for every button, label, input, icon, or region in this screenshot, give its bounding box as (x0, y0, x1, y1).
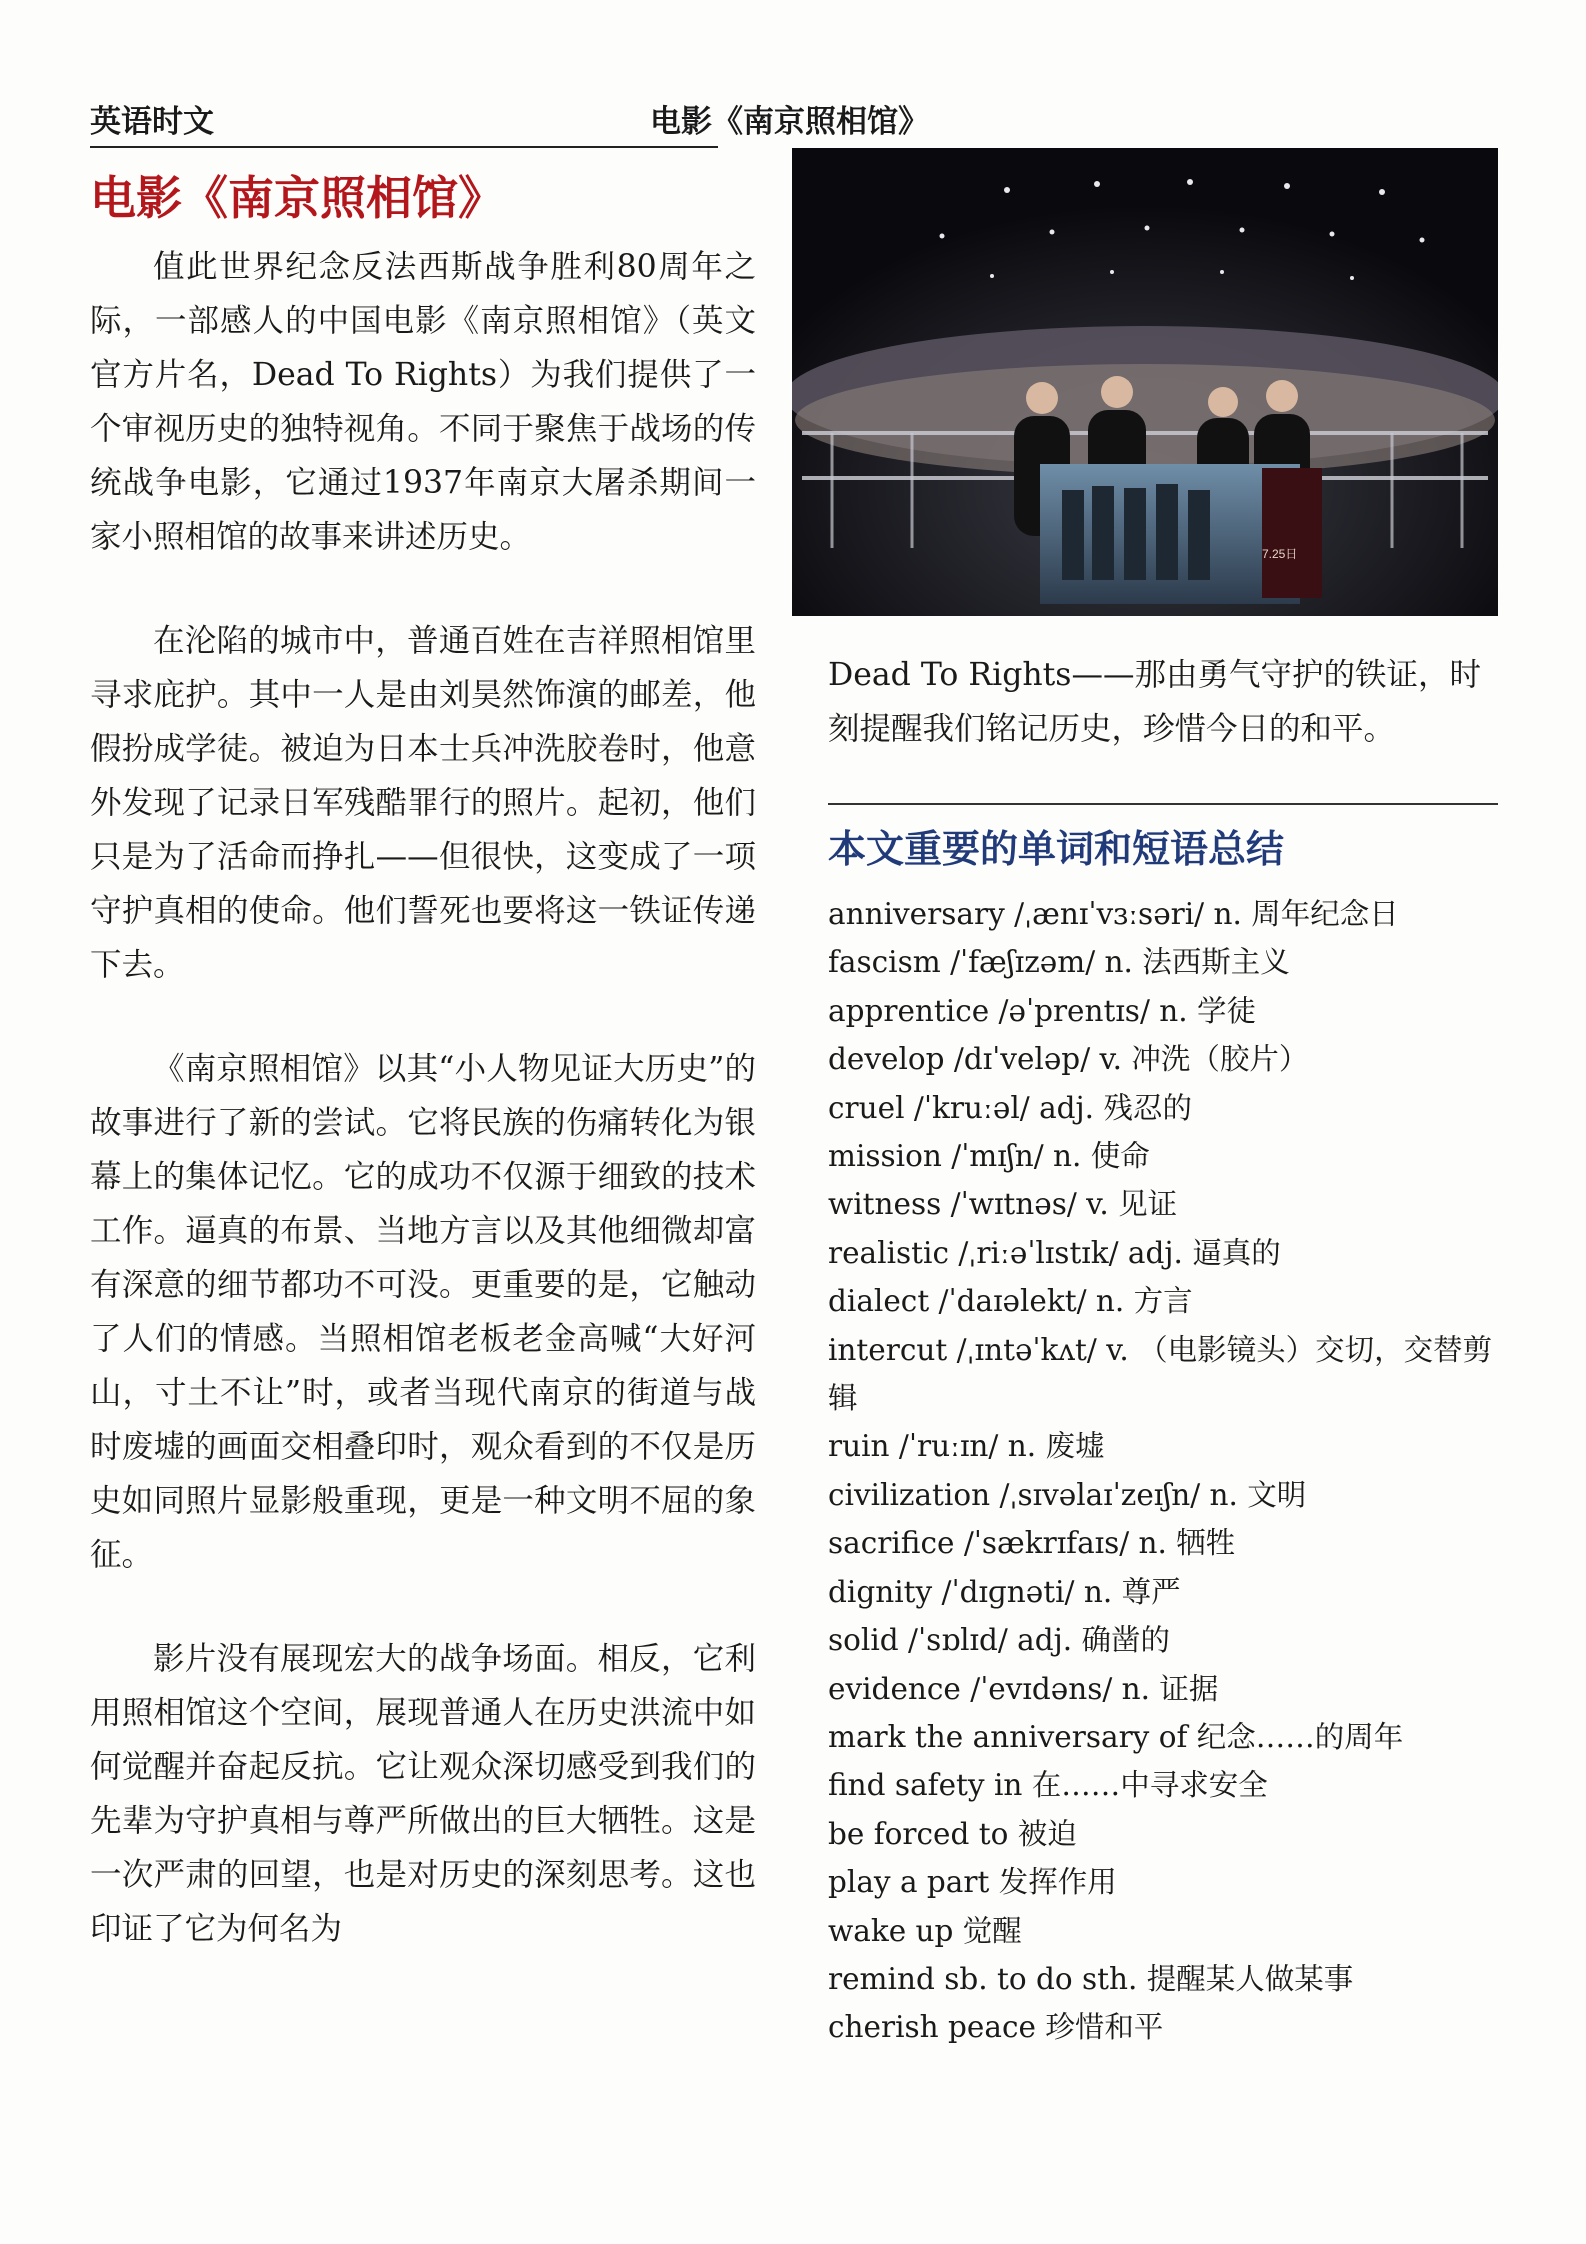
paragraph-3: 《南京照相馆》以其“小人物见证大历史”的故事进行了新的尝试。它将民族的伤痛转化为银幕上的集体记忆。它的成功不仅源于细致的技术工作。逼真的布景、当地方言以及其他细微却富有深意的细节都功不可没。更重要的是，它触动了人们的情感。当照相馆老板老金高喊“大好河山，寸土不让”时，或者当现代南京的街道与战时废墟的画面交相叠印时，观众看到的不仅是历史如同照片显影般重现，更是一种文明不屈的象征。 (90, 1051, 756, 1573)
vocab-item: evidence /ˈevɪdəns/ n. 证据 (828, 1671, 1219, 1706)
premiere-photo (792, 148, 1498, 616)
vocab-item: play a part 发挥作用 (828, 1865, 1117, 1900)
poster-date-text: 7.25日 (1262, 547, 1298, 561)
paragraph-4: 影片没有展现宏大的战争场面。相反，它利用照相馆这个空间，展现普通人在历史洪流中如何觉醒并奋起反抗。它让观众深切感受到我们的先辈为守护真相与尊严所做出的巨大牺牲。这是一次严肃的回望，也是对历史的深刻思考。这也印证了它为何名为 (90, 1641, 756, 1947)
vocab-item: wake up 觉醒 (828, 1913, 1022, 1948)
vocab-item: solid /ˈsɒlɪd/ adj. 确凿的 (828, 1623, 1171, 1658)
vocab-item: anniversary /ˌænɪˈvɜːsəri/ n. 周年纪念日 (828, 897, 1399, 931)
vocab-item: apprentice /əˈprentɪs/ n. 学徒 (828, 993, 1257, 1028)
vocab-item: develop /dɪˈveləp/ v. 冲洗（胶片） (828, 1042, 1309, 1077)
article-body (90, 240, 756, 2006)
vocab-item: dignity /ˈdɪɡnəti/ n. 尊严 (828, 1574, 1181, 1609)
vocab-item: civilization /ˌsɪvəlaɪˈzeɪʃn/ n. 文明 (828, 1477, 1307, 1512)
article-title: 电影《南京照相馆》 (90, 171, 504, 225)
running-header-right: 电影《南京照相馆》 (650, 104, 929, 140)
vocab-item: realistic /ˌriːəˈlɪstɪk/ adj. 逼真的 (828, 1235, 1281, 1270)
vocab-divider (828, 803, 1498, 805)
vocab-item: remind sb. to do sth. 提醒某人做某事 (828, 1961, 1354, 1996)
vocab-item: witness /ˈwɪtnəs/ v. 见证 (828, 1187, 1178, 1222)
vocab-list (828, 890, 1508, 2052)
premiere-photo-illustration (792, 148, 1498, 616)
vocab-item: mark the anniversary of 纪念……的周年 (828, 1719, 1404, 1754)
vocab-item: ruin /ˈruːɪn/ n. 废墟 (828, 1429, 1105, 1464)
vocab-item: be forced to 被迫 (828, 1816, 1077, 1851)
vocab-item: dialect /ˈdaɪəlekt/ n. 方言 (828, 1284, 1193, 1319)
vocab-item: find safety in 在……中寻求安全 (828, 1768, 1268, 1803)
paragraph-1: 值此世界纪念反法西斯战争胜利80周年之际，一部感人的中国电影《南京照相馆》（英文官方片名，Dead To Rights）为我们提供了一个审视历史的独特视角。不同于聚焦于战场的传统战争电影，它通过1937年南京大屠杀期间一家小照相馆的故事来讲述历史。 (90, 249, 756, 555)
vocab-item: cruel /ˈkruːəl/ adj. 残忍的 (828, 1090, 1192, 1125)
vocab-item: mission /ˈmɪʃn/ n. 使命 (828, 1139, 1150, 1174)
running-header-left: 英语时文 (90, 104, 214, 140)
header-divider (90, 146, 718, 148)
vocab-item: intercut /ˌɪntəˈkʌt/ v. （电影镜头）交切，交替剪辑 (828, 1332, 1493, 1416)
vocab-item: sacrifice /ˈsækrɪfaɪs/ n. 牺牲 (828, 1526, 1236, 1561)
vocab-heading: 本文重要的单词和短语总结 (828, 826, 1285, 871)
vocab-item: cherish peace 珍惜和平 (828, 2010, 1164, 2045)
photo-caption: Dead To Rights——那由勇气守护的铁证，时刻提醒我们铭记历史，珍惜今日的和平。 (828, 657, 1481, 747)
vocab-item: fascism /ˈfæʃɪzəm/ n. 法西斯主义 (828, 945, 1290, 980)
paragraph-2: 在沦陷的城市中，普通百姓在吉祥照相馆里寻求庇护。其中一人是由刘昊然饰演的邮差，他假扮成学徒。被迫为日本士兵冲洗胶卷时，他意外发现了记录日军残酷罪行的照片。起初，他们只是为了活命而挣扎——但很快，这变成了一项守护真相的使命。他们誓死也要将这一铁证传递下去。 (90, 623, 756, 983)
